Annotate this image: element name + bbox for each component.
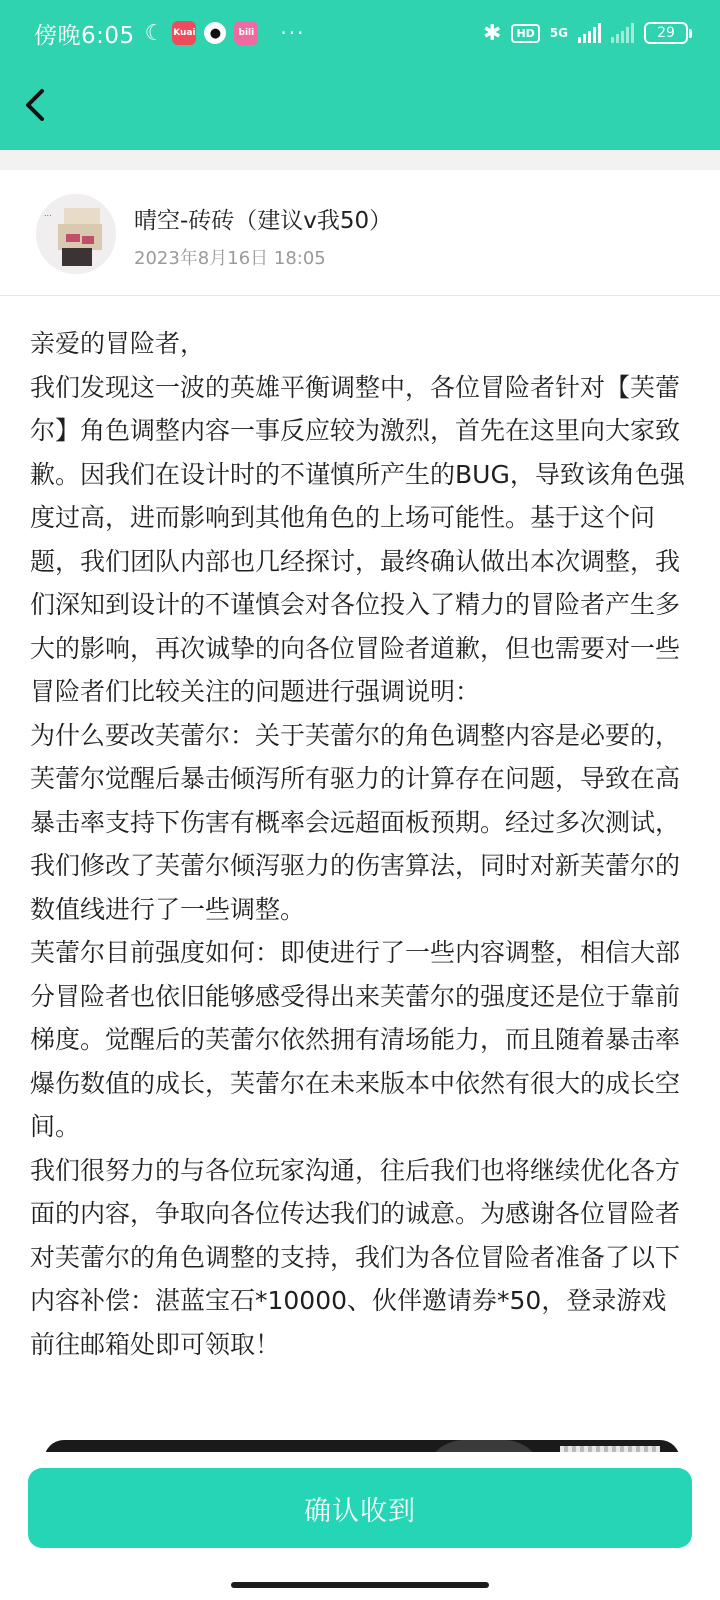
paragraph: 为什么要改芙蕾尔：关于芙蕾尔的角色调整内容是必要的，芙蕾尔觉醒后暴击倾泻所有驱力的计算存在问题，导致在高暴击率支持下伤害有概率会远超面板预期。经过多次测试，我们修改了芙蕾尔倾泻驱力的伤害算法，同时对新芙蕾尔的数值线进行了一些调整。 [30, 720, 681, 924]
battery-level: 29 [644, 22, 688, 44]
signal-icon [578, 23, 601, 43]
status-time: 傍晚6:05 [34, 22, 135, 49]
avatar[interactable] [36, 194, 116, 274]
section-divider [0, 150, 720, 170]
qq-notification-icon: ● [204, 22, 226, 44]
status-bar [0, 0, 720, 66]
svg-text:...: ... [44, 209, 52, 218]
network-type: 5G [549, 26, 568, 40]
back-button[interactable] [10, 82, 60, 128]
bluetooth-icon: ✱ [483, 20, 502, 46]
chevron-left-icon [24, 87, 46, 123]
moon-icon: ☾ [144, 20, 165, 46]
paragraph: 我们很努力的与各位玩家沟通，往后我们也将继续优化各方面的内容，争取向各位传达我们的诚意。为感谢各位冒险者对芙蕾尔的角色调整的支持，我们为各位冒险者准备了以下内容补偿：湛蓝宝石*10000、伙伴邀请券*50，登录游戏前往邮箱处即可领取！ [30, 1155, 681, 1359]
signal-2-icon [611, 23, 634, 43]
post-body [30, 322, 690, 1366]
home-indicator[interactable] [231, 1582, 489, 1588]
more-notifications-icon: ··· [280, 21, 306, 45]
author-name: 晴空-砖砖（建议v我50） [134, 208, 393, 234]
paragraph: 我们发现这一波的英雄平衡调整中，各位冒险者针对【芙蕾尔】角色调整内容一事反应较为激烈，首先在这里向大家致歉。因我们在设计时的不谨慎所产生的BUG，导致该角色强度过高，进而影响到其他角色的上场可能性。基于这个问题，我们团队内部也几经探讨，最终确认做出本次调整，我们深知到设计的不谨慎会对各位投入了精力的冒险者产生多大的影响，再次诚挚的向各位冒险者道歉，但也需要对一些冒险者们比较关注的问题进行强调说明： [30, 372, 685, 706]
battery-icon [644, 22, 692, 44]
post-timestamp: 2023年8月16日 18:05 [134, 248, 326, 269]
author-header [0, 170, 720, 296]
paragraph: 芙蕾尔目前强度如何：即使进行了一些内容调整，相信大部分冒险者也依旧能够感受得出来芙蕾尔的强度还是位于靠前梯度。觉醒后的芙蕾尔依然拥有清场能力，而且随着暴击率爆伤数值的成长，芙蕾尔在未来版本中依然有很大的成长空间。 [30, 938, 681, 1141]
paragraph: 亲爱的冒险者， [30, 329, 206, 358]
app-notification-icon: Kuai [172, 21, 196, 45]
hd-icon: HD [511, 24, 539, 43]
bili-notification-icon: bili [234, 21, 258, 45]
confirm-button[interactable]: 确认收到 [28, 1468, 692, 1548]
